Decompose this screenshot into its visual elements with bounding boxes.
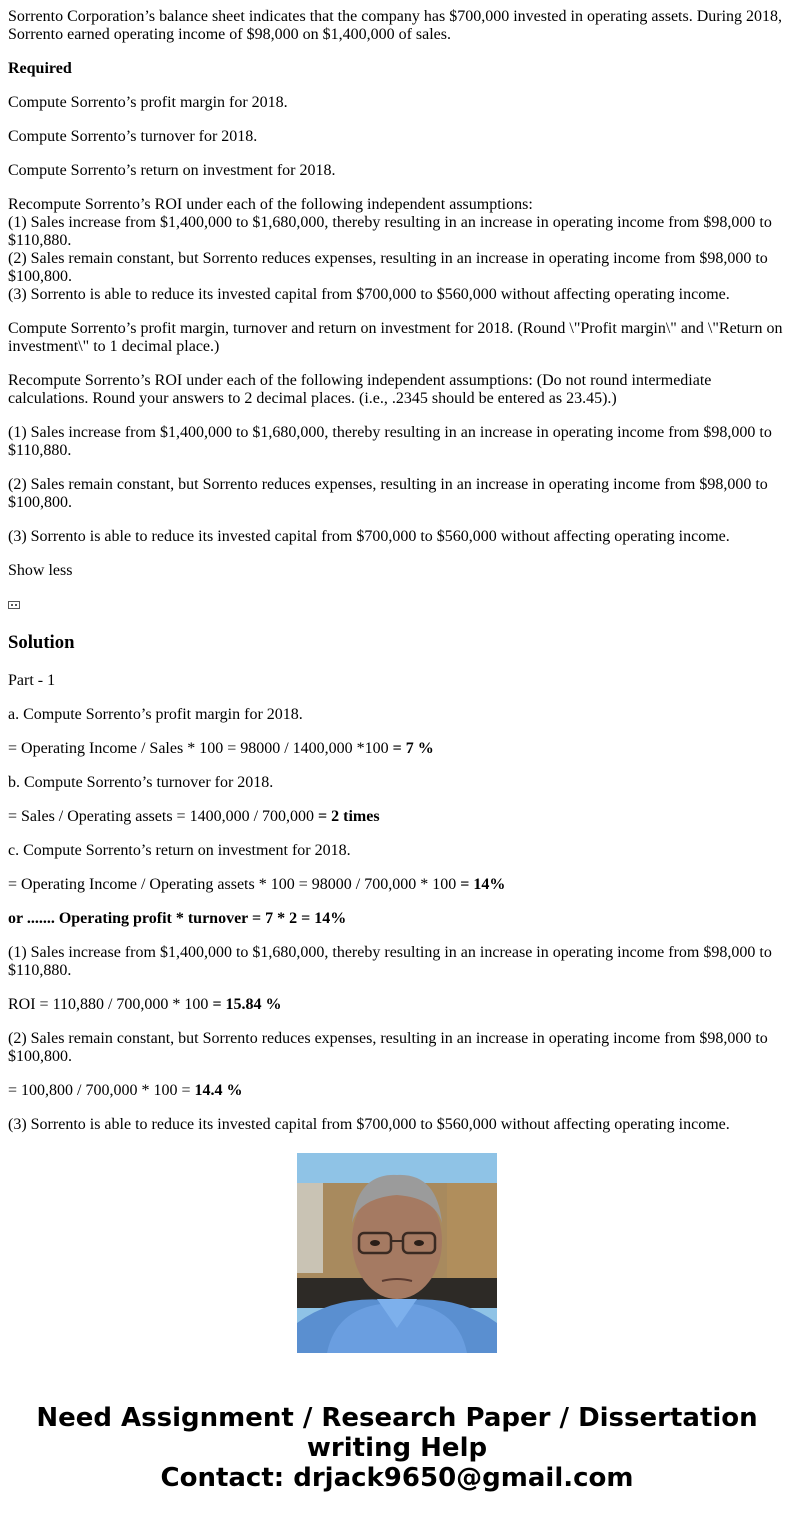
scenario-1-result: = 15.84 % bbox=[212, 996, 282, 1013]
scenario-3-question: (3) Sorrento is able to reduce its invested capital from $700,000 to $560,000 without affecting operating income. bbox=[8, 1116, 730, 1133]
solution-c-answer: = Operating Income / Operating assets * 100 = 98000 / 700,000 * 100 = 14% bbox=[8, 876, 506, 893]
roi-result: = 14% bbox=[460, 876, 506, 893]
scenario-2-question: (2) Sales remain constant, but Sorrento reduces expenses, resulting in an increase in operating income from $98,000 to $100,800. bbox=[8, 1030, 768, 1065]
promo-line-1: Need Assignment / Research Paper / Dissertation bbox=[36, 1403, 758, 1433]
scenario-1-question: (1) Sales increase from $1,400,000 to $1,680,000, thereby resulting in an increase in operating income from $98,000 to $110,880. bbox=[8, 944, 772, 979]
task-profit-margin: Compute Sorrento’s profit margin for 2018. bbox=[8, 94, 288, 111]
recompute-intro: Recompute Sorrento’s ROI under each of the following independent assumptions: bbox=[8, 196, 533, 213]
scenario-2-result: 14.4 % bbox=[194, 1082, 243, 1099]
promo-banner bbox=[0, 1403, 794, 1493]
profit-margin-result: = 7 % bbox=[392, 740, 434, 757]
show-less-link[interactable]: Show less bbox=[8, 562, 73, 579]
task-roi: Compute Sorrento’s return on investment for 2018. bbox=[8, 162, 336, 179]
document-content bbox=[8, 0, 786, 1133]
solution-a-question: a. Compute Sorrento’s profit margin for 2018. bbox=[8, 706, 303, 723]
assumption-repeat-1: (1) Sales increase from $1,400,000 to $1,680,000, thereby resulting in an increase in operating income from $98,000 to $110,880. bbox=[8, 424, 772, 459]
solution-a-answer: = Operating Income / Sales * 100 = 98000 / 1400,000 *100 = 7 % bbox=[8, 740, 434, 757]
turnover-result: = 2 times bbox=[318, 808, 380, 825]
assumption-1: (1) Sales increase from $1,400,000 to $1,680,000, thereby resulting in an increase in operating income from $98,000 to $110,880. bbox=[8, 214, 772, 249]
solution-b-answer: = Sales / Operating assets = 1400,000 / 700,000 = 2 times bbox=[8, 808, 380, 825]
scenario-1-answer: ROI = 110,880 / 700,000 * 100 = 15.84 % bbox=[8, 996, 282, 1013]
solution-heading: Solution bbox=[8, 632, 75, 653]
assumption-repeat-3: (3) Sorrento is able to reduce its invested capital from $700,000 to $560,000 without affecting operating income. bbox=[8, 528, 730, 545]
solution-c-question: c. Compute Sorrento’s return on investment for 2018. bbox=[8, 842, 351, 859]
solution-b-question: b. Compute Sorrento’s turnover for 2018. bbox=[8, 774, 274, 791]
part-label: Part - 1 bbox=[8, 672, 56, 689]
compute-instruction: Compute Sorrento’s profit margin, turnover and return on investment for 2018. (Round \"Profit margin\" and \"Return on investment\" to 1 decimal place.) bbox=[8, 320, 783, 355]
task-turnover: Compute Sorrento’s turnover for 2018. bbox=[8, 128, 258, 145]
scenario-2-answer: = 100,800 / 700,000 * 100 = 14.4 % bbox=[8, 1082, 243, 1099]
question-intro: Sorrento Corporation’s balance sheet indicates that the company has $700,000 invested in operating assets. During 2018, Sorrento earned operating income of $98,000 on $1,400,000 of sales. bbox=[8, 8, 783, 43]
assumption-3: (3) Sorrento is able to reduce its invested capital from $700,000 to $560,000 without affecting operating income. bbox=[8, 286, 730, 303]
assumption-2: (2) Sales remain constant, but Sorrento reduces expenses, resulting in an increase in operating income from $98,000 to $100,800. bbox=[8, 250, 768, 285]
required-label: Required bbox=[8, 60, 72, 77]
solution-alt-line: or ....... Operating profit * turnover = 7 * 2 = 14% bbox=[8, 910, 347, 927]
promo-contact: Contact: drjack9650@gmail.com bbox=[160, 1463, 634, 1493]
broken-image-paragraph bbox=[8, 596, 786, 614]
promo-line-2: writing Help bbox=[306, 1433, 488, 1463]
assumption-repeat-2: (2) Sales remain constant, but Sorrento reduces expenses, resulting in an increase in operating income from $98,000 to $100,800. bbox=[8, 476, 768, 511]
author-avatar bbox=[297, 1153, 497, 1353]
recompute-instruction: Recompute Sorrento’s ROI under each of the following independent assumptions: (Do not round intermediate calculations. Round your answers to 2 decimal places. (i.e., .2345 should be entered as 23.45).) bbox=[8, 372, 712, 407]
broken-image-icon bbox=[8, 601, 20, 609]
show-less-paragraph bbox=[8, 562, 786, 580]
